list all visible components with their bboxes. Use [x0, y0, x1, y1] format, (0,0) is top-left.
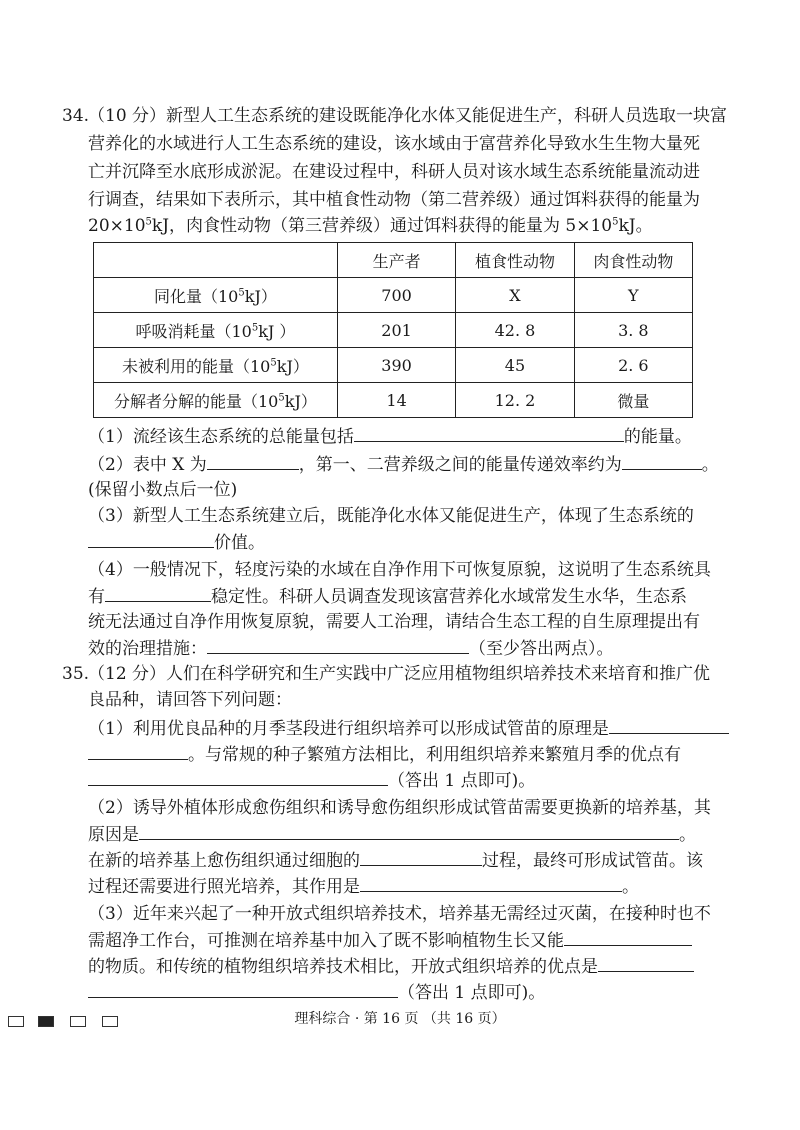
- q35-sub2-line2: 原因是 。: [88, 822, 696, 847]
- q35-stem-line-1: （12 分）人们在科学研究和生产实践中广泛应用植物组织培养技术来培育和推广优: [88, 664, 711, 684]
- table-row: [94, 278, 693, 313]
- table-cell: 42. 8: [456, 313, 574, 348]
- answer-blank[interactable]: [88, 530, 214, 548]
- q35-sub3-line2: 需超净工作台，可推测在培养基中加入了既不影响植物生长又能: [88, 928, 692, 953]
- answer-blank[interactable]: [139, 822, 679, 840]
- q34-stem-line-3: 亡并沉降至水底形成淤泥。在建设过程中，科研人员对该水域生态系统能量流动进: [88, 162, 700, 182]
- q35-sub1-line3: （答出 1 点即可)。: [88, 768, 535, 793]
- exponent: 5: [612, 216, 619, 228]
- q34-sub3-line1: （3）新型人工生态系统建立后，既能净化水体又能促进生产，体现了生态系统的: [88, 506, 694, 526]
- answer-blank[interactable]: [609, 716, 729, 734]
- table-cell: 201: [337, 313, 455, 348]
- q34-sub4-line3: 统无法通过自净作用恢复原貌，需要人工治理，请结合生态工程的自生原理提出有: [88, 612, 700, 632]
- energy-value-text: kJ。: [618, 216, 653, 236]
- q35-sub2-line4: 过程还需要进行照光培养，其作用是 。: [88, 874, 639, 899]
- q34-sub2-note: (保留小数点后一位): [88, 480, 238, 500]
- table-row-label: 分解者分解的能量$(10^5kJ)$: [94, 383, 338, 418]
- table-row-label: 未被利用的能量$(10^5kJ)$: [94, 348, 338, 383]
- q34-sub1: （1）流经该生态系统的总能量包括 的能量。: [88, 424, 692, 449]
- table-cell: 2. 6: [574, 348, 692, 383]
- table-cell: 14: [337, 383, 455, 418]
- table-cell: 3. 8: [574, 313, 692, 348]
- table-cell: 700: [337, 278, 455, 313]
- q35-sub2-line3: 在新的培养基上愈伤组织通过细胞的 过程，最终可形成试管苗。该: [88, 848, 703, 873]
- table-cell: 45: [456, 348, 574, 383]
- answer-blank[interactable]: [622, 452, 702, 470]
- table-row: [94, 383, 693, 418]
- answer-blank[interactable]: [360, 874, 622, 892]
- answer-blank[interactable]: [207, 636, 469, 654]
- page-footer: 理科综合 · 第 16 页 （共 16 页）: [294, 1011, 506, 1027]
- table-row-label: 同化量$(10^5kJ)$: [94, 278, 338, 313]
- q34-sub2: （2）表中 X 为 ，第一、二营养级之间的能量传递效率约为 。: [88, 452, 719, 477]
- table-header-cell: 生产者: [337, 243, 455, 278]
- q34-stem-line-1: （10 分）新型人工生态系统的建设既能净化水体又能促进生产，科研人员选取一块富: [88, 106, 728, 126]
- table-header-cell: [94, 243, 338, 278]
- energy-value-text: kJ，肉食性动物（第三营养级）通过饵料获得的能量为 5×10: [151, 216, 613, 236]
- answer-blank[interactable]: [598, 954, 694, 972]
- answer-blank[interactable]: [360, 848, 482, 866]
- q34-sub4-line2: 有 稳定性。科研人员调查发现该富营养化水域常发生水华，生态系: [88, 584, 687, 609]
- q35-sub3-line4: （答出 1 点即可)。: [88, 980, 545, 1005]
- q35-sub1-line1: （1）利用优良品种的月季茎段进行组织培养可以形成试管苗的原理是: [88, 716, 729, 741]
- table-cell: 390: [337, 348, 455, 383]
- energy-value-text: 20×10: [88, 216, 146, 236]
- table-cell: X: [456, 278, 574, 313]
- exponent: 5: [145, 216, 152, 228]
- answer-blank[interactable]: [564, 928, 692, 946]
- table-row: [94, 348, 693, 383]
- question-number-34: 34.: [62, 106, 90, 126]
- table-cell: 12. 2: [456, 383, 574, 418]
- q34-sub4-line4: 效的治理措施： （至少答出两点）。: [88, 636, 614, 661]
- q34-stem-line-5: [88, 214, 653, 238]
- q34-stem-line-2: 营养化的水域进行人工生态系统的建设，该水域由于富营养化导致水生生物大量死: [88, 134, 700, 154]
- table-row-label: 呼吸消耗量（$10^5kJ$ ）: [94, 313, 338, 348]
- q34-sub4-line1: （4）一般情况下，轻度污染的水域在自净作用下可恢复原貌，这说明了生态系统具: [88, 560, 711, 580]
- q35-sub1-line2: 。与常规的种子繁殖方法相比，利用组织培养来繁殖月季的优点有: [88, 742, 681, 767]
- table-header-cell: 植食性动物: [456, 243, 574, 278]
- table-cell: 微量: [574, 383, 692, 418]
- answer-blank[interactable]: [105, 584, 211, 602]
- answer-blank[interactable]: [88, 742, 188, 760]
- q34-sub3-line2: 价值。: [88, 530, 265, 555]
- question-number-35: 35.: [62, 664, 90, 684]
- q35-sub2-line1: （2）诱导外植体形成愈伤组织和诱导愈伤组织形成试管苗需要更换新的培养基，其: [88, 798, 711, 818]
- table-header-cell: 肉食性动物: [574, 243, 692, 278]
- answer-blank[interactable]: [88, 768, 388, 786]
- answer-blank[interactable]: [88, 980, 398, 998]
- answer-blank[interactable]: [207, 452, 299, 470]
- table-row: [94, 313, 693, 348]
- q35-stem-line-2: 良品种，请回答下列问题：: [88, 690, 292, 710]
- q35-sub3-line1: （3）近年来兴起了一种开放式组织培养技术，培养基无需经过灭菌，在接种时也不: [88, 904, 711, 924]
- energy-flow-table: [93, 242, 693, 418]
- table-cell: Y: [574, 278, 692, 313]
- table-header-row: [94, 243, 693, 278]
- q34-stem-line-4: 行调查，结果如下表所示，其中植食性动物（第二营养级）通过饵料获得的能量为: [88, 190, 700, 210]
- q35-sub3-line3: 的物质。和传统的植物组织培养技术相比，开放式组织培养的优点是: [88, 954, 694, 979]
- answer-blank[interactable]: [354, 424, 624, 442]
